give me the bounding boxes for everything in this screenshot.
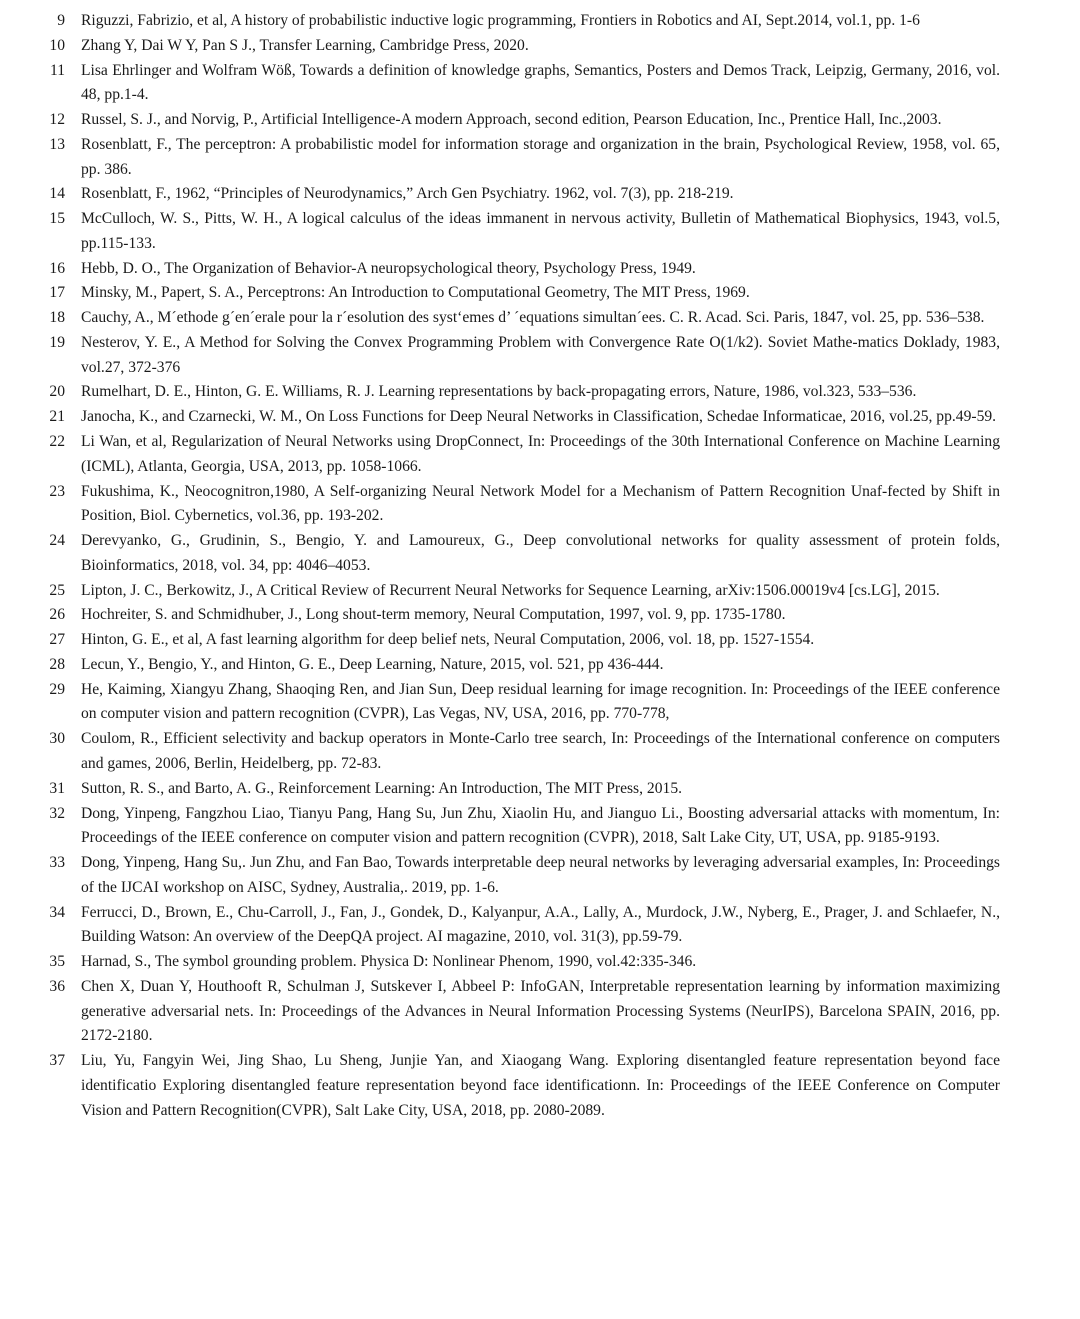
reference-number: 11 [49, 61, 65, 79]
reference-item [40, 108, 1000, 133]
reference-item [40, 306, 1000, 331]
reference-number: 19 [49, 333, 65, 351]
reference-text: Hebb, D. O., The Organization of Behavior-A neuropsychological theory, Psychology Press, 1949. [81, 259, 696, 277]
reference-text: Sutton, R. S., and Barto, A. G., Reinforcement Learning: An Introduction, The MIT Press, 2015. [81, 779, 683, 797]
reference-item [40, 9, 1000, 34]
reference-number: 28 [49, 655, 65, 673]
reference-number: 17 [49, 284, 65, 302]
reference-number: 34 [49, 903, 65, 921]
reference-number: 14 [49, 185, 65, 203]
reference-item [40, 851, 1000, 901]
reference-number: 32 [49, 804, 65, 822]
reference-number: 37 [49, 1052, 65, 1070]
reference-number: 12 [49, 111, 65, 129]
reference-text: Fukushima, K., Neocognitron,1980, A Self-organizing Neural Network Model for a Mechanism of Pattern Recognition Unaf-fected by Shift in Position, Biol. Cybernetics, vol.36, pp. 193-202. [81, 482, 1000, 525]
reference-number: 10 [49, 36, 65, 54]
reference-list [40, 9, 1000, 1123]
reference-text: Hinton, G. E., et al, A fast learning algorithm for deep belief nets, Neural Computation, 2006, vol. 18, pp. 1527-1554. [81, 631, 815, 649]
reference-text: Riguzzi, Fabrizio, et al, A history of probabilistic inductive logic programming, Frontiers in Robotics and AI, Sept.2014, vol.1, pp. 1-6 [81, 12, 920, 29]
reference-item [40, 34, 1000, 59]
reference-item [40, 628, 1000, 653]
reference-item [40, 133, 1000, 183]
reference-item [40, 901, 1000, 951]
reference-text: Zhang Y, Dai W Y, Pan S J., Transfer Learning, Cambridge Press, 2020. [81, 36, 529, 54]
reference-text: Li Wan, et al, Regularization of Neural Networks using DropConnect, In: Proceedings of the 30th International Conference on Machine Learning (ICML), Atlanta, Georgia, USA, 2013, pp. 1058-1066. [81, 433, 1000, 475]
reference-number: 18 [49, 309, 65, 327]
reference-item [40, 331, 1000, 381]
reference-number: 13 [49, 135, 65, 153]
reference-text: Rumelhart, D. E., Hinton, G. E. Williams, R. J. Learning representations by back-propagating errors, Nature, 1986, vol.323, 533–536. [81, 383, 917, 401]
reference-number: 21 [49, 408, 65, 426]
reference-number: 22 [49, 433, 65, 451]
reference-text: Nesterov, Y. E., A Method for Solving the Convex Programming Problem with Convergence Rate O(1/k2). Soviet Mathe-matics Doklady, 1983, vol.27, 372-376 [81, 333, 1000, 376]
reference-text: Dong, Yinpeng, Fangzhou Liao, Tianyu Pang, Hang Su, Jun Zhu, Xiaolin Hu, and Jianguo Li., Boosting adversarial attacks with momentum, In: Proceedings of the IEEE conference on computer vision and pattern recognition (CVPR), 2018, Salt Lake City, UT, USA, pp. 9185-9193. [81, 804, 1000, 847]
reference-number: 33 [49, 854, 65, 872]
reference-number: 20 [49, 383, 65, 401]
reference-item [40, 380, 1000, 405]
reference-item [40, 480, 1000, 530]
reference-item [40, 257, 1000, 282]
reference-item [40, 603, 1000, 628]
reference-number: 16 [49, 259, 65, 277]
reference-item [40, 281, 1000, 306]
reference-number: 25 [49, 581, 65, 599]
reference-item [40, 653, 1000, 678]
reference-text: Hochreiter, S. and Schmidhuber, J., Long shout-term memory, Neural Computation, 1997, vol. 9, pp. 1735-1780. [81, 606, 786, 624]
reference-item [40, 950, 1000, 975]
reference-text: Chen X, Duan Y, Houthooft R, Schulman J, Sutskever I, Abbeel P: InfoGAN, Interpretable representation learning by information maximizing generative adversarial nets. In: Proceedings of the Advances in Neural Information Processing Systems (NeurIPS), Barcelona SPAIN, 2016, pp. 2172-2180. [81, 977, 1000, 1045]
reference-text: Harnad, S., The symbol grounding problem. Physica D: Nonlinear Phenom, 1990, vol.42:335-346. [81, 953, 697, 971]
reference-number: 26 [49, 606, 65, 624]
reference-item [40, 405, 1000, 430]
reference-number: 27 [49, 631, 65, 649]
reference-item [40, 430, 1000, 480]
reference-text: McCulloch, W. S., Pitts, W. H., A logical calculus of the ideas immanent in nervous activity, Bulletin of Mathematical Biophysics, 1943, vol.5, pp.115-133. [81, 210, 1000, 252]
reference-number: 24 [49, 532, 65, 550]
reference-text: Lecun, Y., Bengio, Y., and Hinton, G. E., Deep Learning, Nature, 2015, vol. 521, pp 436-444. [81, 655, 664, 673]
reference-text: Janocha, K., and Czarnecki, W. M., On Loss Functions for Deep Neural Networks in Classification, Schedae Informaticae, 2016, vol.25, pp.49-59. [81, 408, 997, 426]
reference-text: Lipton, J. C., Berkowitz, J., A Critical Review of Recurrent Neural Networks for Sequence Learning, arXiv:1506.00019v4 [cs.LG], 2015. [81, 581, 940, 599]
reference-number: 9 [57, 12, 65, 29]
reference-item [40, 678, 1000, 728]
reference-text: Coulom, R., Efficient selectivity and backup operators in Monte-Carlo tree search, In: Proceedings of the International conference on computers and games, 2006, Berlin, Heidelberg, pp. 72-83. [81, 730, 1000, 772]
reference-text: Rosenblatt, F., 1962, “Principles of Neurodynamics,” Arch Gen Psychiatry. 1962, vol. 7(3), pp. 218-219. [81, 185, 734, 203]
reference-text: Cauchy, A., M´ethode g´en´erale pour la r´esolution des syst‘emes d’ ´equations simultan´ees. C. R. Acad. Sci. Paris, 1847, vol. 25, pp. 536–538. [81, 309, 985, 327]
reference-item [40, 1049, 1000, 1123]
reference-text: Russel, S. J., and Norvig, P., Artificial Intelligence-A modern Approach, second edition, Pearson Education, Inc., Prentice Hall, Inc.,2003. [81, 111, 942, 129]
reference-item [40, 727, 1000, 777]
reference-number: 30 [49, 730, 65, 748]
reference-number: 35 [49, 953, 65, 971]
reference-text: Lisa Ehrlinger and Wolfram Wöß, Towards a definition of knowledge graphs, Semantics, Posters and Demos Track, Leipzig, Germany, 2016, vol. 48, pp.1-4. [81, 61, 1000, 104]
reference-item [40, 777, 1000, 802]
reference-number: 23 [49, 482, 65, 500]
reference-text: Minsky, M., Papert, S. A., Perceptrons: An Introduction to Computational Geometry, The MIT Press, 1969. [81, 284, 750, 302]
reference-text: Rosenblatt, F., The perceptron: A probabilistic model for information storage and organization in the brain, Psychological Review, 1958, vol. 65, pp. 386. [81, 135, 1000, 178]
reference-text: He, Kaiming, Xiangyu Zhang, Shaoqing Ren, and Jian Sun, Deep residual learning for image recognition. In: Proceedings of the IEEE conference on computer vision and pattern recognition (CVPR), Las Vegas, NV, USA, 2016, pp. 770-778, [81, 680, 1000, 723]
reference-text: Dong, Yinpeng, Hang Su,. Jun Zhu, and Fan Bao, Towards interpretable deep neural networks by leveraging adversarial examples, In: Proceedings of the IJCAI workshop on AISC, Sydney, Australia,. 2019, pp. 1-6. [81, 854, 1000, 896]
reference-item [40, 529, 1000, 579]
reference-text: Derevyanko, G., Grudinin, S., Bengio, Y. and Lamoureux, G., Deep convolutional networks for quality assessment of protein folds, Bioinformatics, 2018, vol. 34, pp: 4046–4053. [81, 532, 1000, 574]
reference-text: Ferrucci, D., Brown, E., Chu-Carroll, J., Fan, J., Gondek, D., Kalyanpur, A.A., Lally, A., Murdock, J.W., Nyberg, E., Prager, J. and Schlaefer, N., Building Watson: An overview of the DeepQA project. AI magazine, 2010, vol. 31(3), pp.59-79. [81, 903, 1000, 946]
reference-item [40, 182, 1000, 207]
reference-item [40, 207, 1000, 257]
reference-item [40, 975, 1000, 1049]
reference-item [40, 59, 1000, 109]
reference-item [40, 802, 1000, 852]
reference-text: Liu, Yu, Fangyin Wei, Jing Shao, Lu Sheng, Junjie Yan, and Xiaogang Wang. Exploring disentangled feature representation beyond face identificatio Exploring disentangled feature representation beyond face identificationn. In: Proceedings of the IEEE Conference on Computer Vision and Pattern Recognition(CVPR), Salt Lake City, USA, 2018, pp. 2080-2089. [81, 1052, 1000, 1119]
reference-number: 15 [49, 210, 65, 228]
reference-number: 31 [49, 779, 65, 797]
reference-number: 36 [49, 977, 65, 995]
reference-item [40, 579, 1000, 604]
reference-number: 29 [49, 680, 65, 698]
